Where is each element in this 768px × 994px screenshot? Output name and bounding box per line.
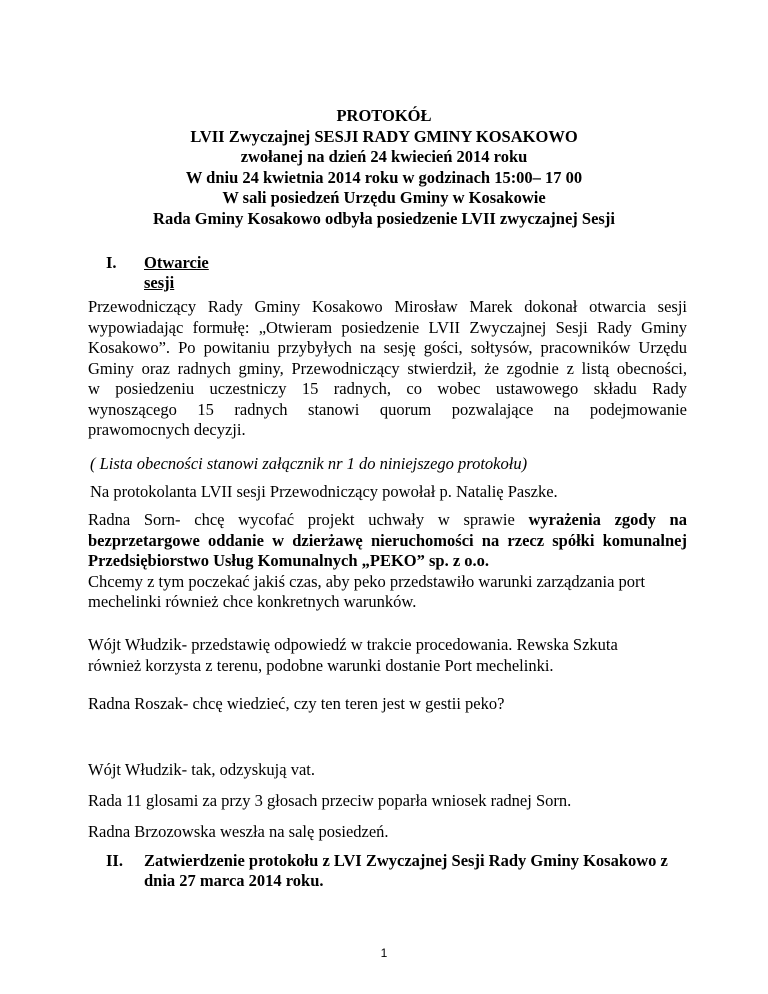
sorn-bold-1: wyrażenia zgody na [528,510,687,529]
wlodzik-line-1: Wójt Włudzik- przedstawię odpowiedź w trakcie procedowania. Rewska Szkuta [88,635,618,654]
roszak-question [88,694,687,715]
header-session-name: LVII Zwyczajnej SESJI RADY GMINY KOSAKOWO [190,126,578,146]
brzozowska-note [88,822,687,843]
sorn-bold-2: bezprzetargowe oddanie w dzierżawę nieruchomości na rzecz spółki komunalnej [88,530,687,550]
opening-paragraph [88,297,687,441]
wlodzik-statement-2 [88,760,687,781]
wlodzik-2-text: Wójt Włudzik- tak, odzyskują vat. [88,760,315,779]
opening-line: w posiedzeniu uczestniczy 15 radnych, co wobec ustawowego składu Rady [88,379,687,398]
vote-result [88,791,687,812]
header-location: W sali posiedzeń Urzędu Gminy w Kosakowie [222,188,546,207]
document-header [0,106,768,229]
opening-line: Przewodniczący Rady Gminy Kosakowo Mirosław Marek dokonał otwarcia sesji [88,297,687,316]
brzozowska-text: Radna Brzozowska weszła na salę posiedzeń. [88,822,389,841]
page-number: 1 [380,946,388,960]
header-convened-date: zwołanej na dzień 24 kwiecień 2014 roku [240,147,528,166]
sorn-line-4: Chcemy z tym poczekać jakiś czas, aby peko przedstawiło warunki zarządzania port [88,571,646,591]
opening-line: Kosakowo”. Po powitaniu przybyłych na sesję gości, sołtysów, pracowników Urzędu [88,338,687,357]
sorn-line-1 [88,510,687,531]
opening-line: Gminy oraz radnych gminy, Przewodniczący stwierdził, że zgodnie z listą obecności, [88,358,687,378]
sorn-line-5: mechelinki również chce konkretnych warunków. [88,592,417,611]
section-1-title: Otwarcie sesji [144,253,209,292]
sorn-bold-3: Przedsiębiorstwo Usług Komunalnych „PEKO” sp. z o.o. [88,551,490,570]
opening-line: wynoszącego 15 radnych stanowi quorum pozwalające na podejmowanie [88,399,687,419]
sorn-intro: Radna Sorn- chcę wycofać projekt uchwały w sprawie [88,510,529,529]
opening-line: wypowiadając formułę: „Otwieram posiedzenie LVII Zwyczajnej Sesji Rady Gminy [88,317,687,337]
opening-line: prawomocnych decyzji. [88,420,246,439]
header-summary: Rada Gminy Kosakowo odbyła posiedzenie LVII zwyczajnej Sesji [153,208,615,228]
sorn-statement [88,510,687,551]
section-2-title [144,851,668,891]
section-2-title-line-1: Zatwierdzenie protokołu z LVI Zwyczajnej Sesji Rady Gminy Kosakowo z [144,851,668,870]
section-2-title-line-2: dnia 27 marca 2014 roku. [144,871,324,890]
section-1-number: I. [106,253,117,272]
section-2-number: II. [106,851,123,870]
wlodzik-line-2: również korzysta z terenu, podobne warunki dostanie Port mechelinki. [88,655,554,675]
protocolist-note: Na protokolanta LVII sesji Przewodniczący powołał p. Natalię Paszke. [90,482,558,501]
sorn-statement-continued [88,551,687,613]
vote-text: Rada 11 glosami za przy 3 głosach przeciw poparła wniosek radnej Sorn. [88,791,572,810]
header-session-time: W dniu 24 kwietnia 2014 roku w godzinach 15:00– 17 00 [185,167,583,187]
roszak-text: Radna Roszak- chcę wiedzieć, czy ten teren jest w gestii peko? [88,694,505,713]
wlodzik-statement-1 [88,635,687,676]
attendance-note: ( Lista obecności stanowi załącznik nr 1 do niniejszego protokołu) [90,454,528,473]
header-title: PROTOKÓŁ [336,106,432,125]
